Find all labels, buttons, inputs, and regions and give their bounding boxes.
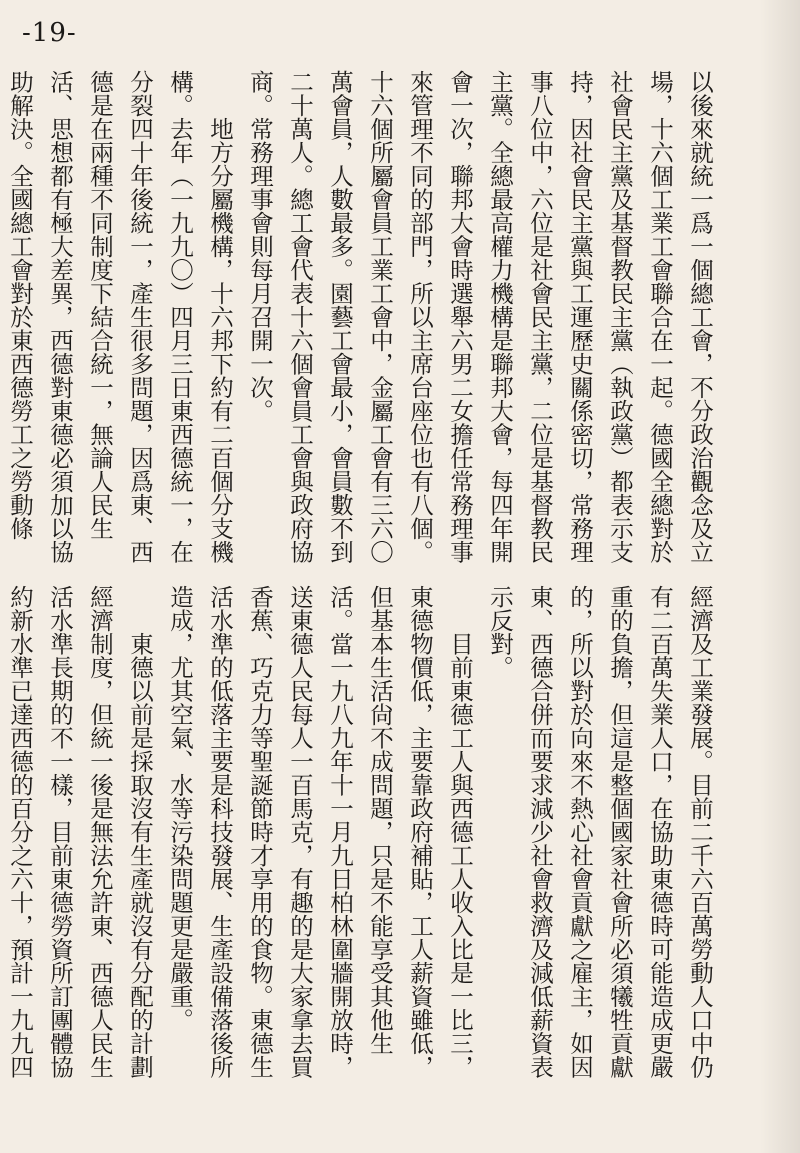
paragraph: 地方分屬機構，十六邦下約有二百個分支機構。去年（一九九〇）四月三日東西德統一，在分裂四十年後統一，產生很多問題，因爲東、西德是在兩種不同制度下結合統一，無論人民生活、思想都有極大差異，西德對東德必須加以協助解決。全國總工會對於東西德勞工之勞動條 (6, 70, 234, 564)
paragraph: 目前東德工人與西德工人收入比是一比三，東德物價低，主要靠政府補貼，工人薪資雖低，但基本生活尙不成問題，只是不能享受其他生活。當一九八九年十一月九日柏林圍牆開放時，送東德人民每人一百馬克，有趣的是大家拿去買香蕉、巧克力等聖誕節時才享用的食物。東德生活水準的低落主要是科技發展、生產設備落後所造成，尤其空氣、水等污染問題更是嚴重。 (166, 585, 474, 1079)
bottom-text-block (6, 585, 720, 1085)
page-number: -19- (22, 18, 77, 48)
paragraph: 以後來就統一爲一個總工會，不分政治觀念及立場，十六個工業工會聯合在一起。德國全總對於社會民主黨及基督教民主黨（執政黨）都表示支持，因社會民主黨與工運歷史關係密切，常務理事八位中，六位是社會民主黨，二位是基督教民主黨。全總最高權力機構是聯邦大會，每四年開會一次，聯邦大會時選舉六男二女擔任常務理事來管理不同的部門，所以主席台座位也有八個。十六個所屬會員工業工會中，金屬工會有三六〇萬會員，人數最多。園藝工會最小，會員數不到二十萬人。總工會代表十六個會員工會與政府協商。常務理事會則每月召開一次。 (246, 70, 714, 564)
paragraph: 東德以前是採取沒有生產就沒有分配的計劃經濟制度，但統一後是無法允許東、西德人民生活水準長期的不一樣，目前東德勞資所訂團體協約新水準已達西德的百分之六十，預計一九九四 (6, 585, 154, 1079)
page-edge-shadow (760, 0, 800, 1153)
top-text-block (6, 70, 720, 570)
paragraph: 經濟及工業發展。目前二千六百萬勞動人口中仍有二百萬失業人口，在協助東德時可能造成更嚴重的負擔，但這是整個國家社會所必須犧牲貢獻的，所以對於向來不熱心社會貢獻之雇主，如因東、西德合併而要求減少社會救濟及減低薪資表示反對。 (486, 585, 714, 1079)
